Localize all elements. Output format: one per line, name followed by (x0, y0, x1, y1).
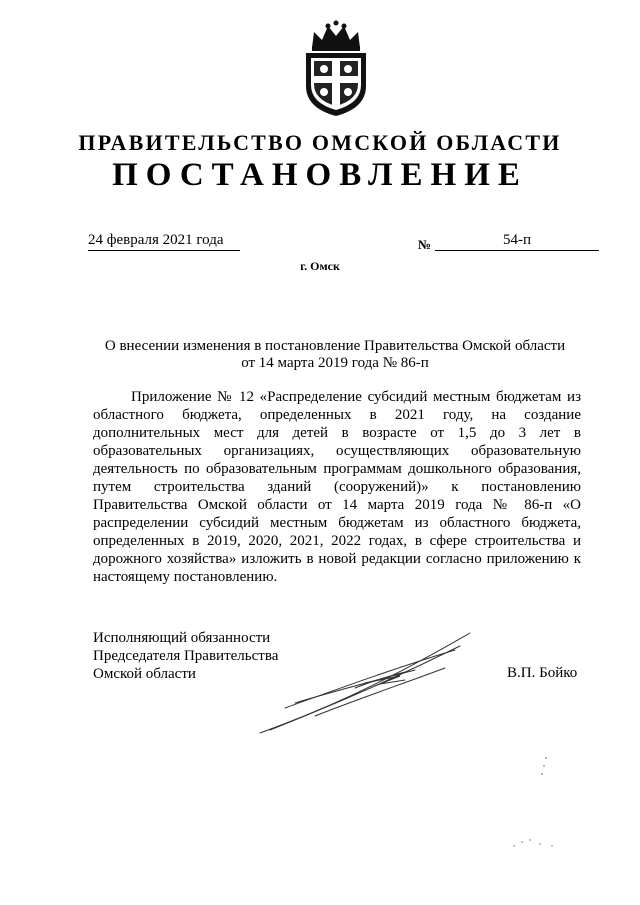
coat-of-arms-icon (298, 18, 374, 118)
signer-position-line-1: Исполняющий обязанности (93, 630, 271, 646)
city: г. Омск (300, 259, 340, 273)
signer-name: В.П. Бойко (507, 665, 578, 681)
number-label: № (418, 237, 432, 252)
handwritten-signature-icon (255, 628, 485, 738)
document-date: 24 февраля 2021 года (88, 232, 240, 251)
signer-position-line-2: Председателя Правительства (93, 648, 279, 664)
organization-name: ПРАВИТЕЛЬСТВО ОМСКОЙ ОБЛАСТИ (78, 130, 562, 155)
document-type: ПОСТАНОВЛЕНИЕ (112, 157, 528, 193)
signer-position-line-3: Омской области (93, 666, 196, 682)
signer-position (93, 629, 278, 683)
scan-specks (500, 750, 580, 860)
document-number: 54-п (435, 232, 599, 251)
subject-line-1: О внесении изменения в постановление Правительства Омской области (104, 338, 566, 354)
document-subject (90, 338, 580, 372)
body-paragraph: Приложение № 12 «Распределение субсидий местным бюджетам из областного бюджета, определенных в 2021 году, на создание дополнительных мест для детей в возрасте от 1,5 до 3 лет в образовательных организациях, осуществляющих образовательную деятельность по образовательным программам дошкольного образования, путем строительства зданий (сооружений)» к постановлению Правительства Омской области от 14 марта 2019 года № 86-п «О распределении субсидий местным бюджетам из областного бюджета, определенных в 2019, 2020, 2021, 2022 годах, в сфере строительства и дорожного хозяйства» изложить в новой редакции согласно приложению к настоящему постановлению. (93, 389, 581, 585)
subject-line-2: от 14 марта 2019 года № 86-п (241, 355, 429, 371)
